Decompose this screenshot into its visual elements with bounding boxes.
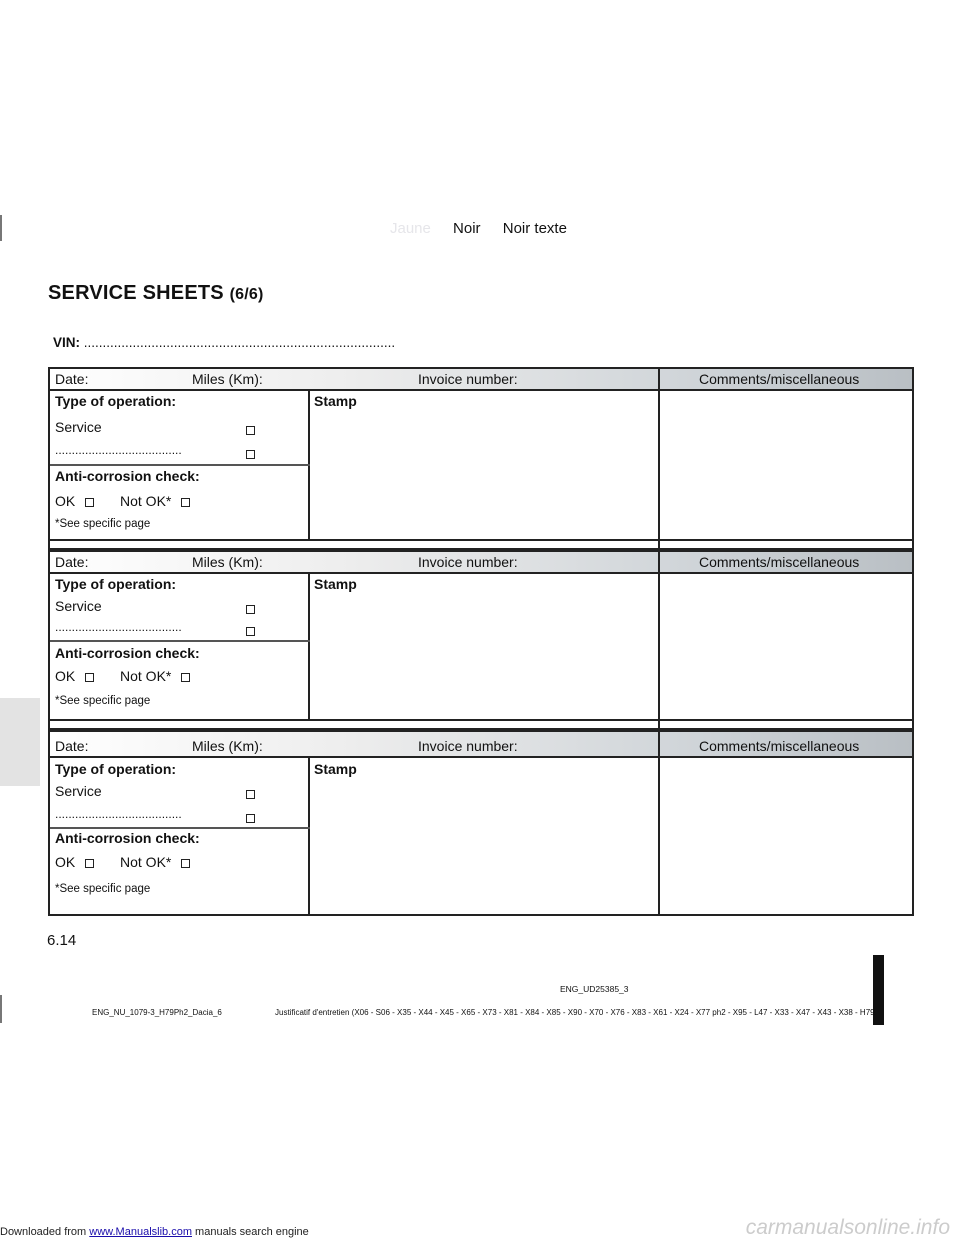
crop-mark-top bbox=[0, 215, 2, 241]
ok-checkbox[interactable] bbox=[85, 859, 94, 868]
not-ok-option bbox=[120, 668, 190, 684]
not-ok-option bbox=[120, 854, 190, 870]
download-banner bbox=[0, 1226, 309, 1238]
row-divider bbox=[50, 827, 310, 829]
other-operation-checkbox[interactable] bbox=[246, 445, 255, 461]
see-specific-page-note: *See specific page bbox=[55, 883, 151, 895]
ok-label: OK bbox=[55, 668, 76, 684]
anti-corrosion-label: Anti-corrosion check: bbox=[55, 468, 200, 484]
sheet-header bbox=[50, 369, 912, 391]
column-divider bbox=[308, 756, 310, 914]
other-operation-dots: ...................................... bbox=[55, 443, 182, 457]
page-title-suffix: (6/6) bbox=[229, 286, 264, 303]
invoice-label: Invoice number: bbox=[418, 371, 518, 387]
comments-label: Comments/miscellaneous bbox=[699, 371, 860, 387]
side-tab bbox=[0, 698, 40, 786]
footer-code: ENG_UD25385_3 bbox=[560, 984, 629, 994]
sheet-spacer bbox=[48, 541, 914, 550]
color-label-noir-texte: Noir texte bbox=[502, 220, 567, 237]
service-checkbox[interactable] bbox=[246, 600, 255, 616]
service-sheet-1 bbox=[48, 367, 914, 541]
manualslib-link[interactable]: www.Manualslib.com bbox=[89, 1226, 192, 1238]
not-ok-checkbox[interactable] bbox=[181, 673, 190, 682]
color-label-jaune: Jaune bbox=[390, 220, 431, 237]
not-ok-option bbox=[120, 493, 190, 509]
column-divider bbox=[308, 572, 310, 719]
watermark: carmanualsonline.info bbox=[745, 1216, 950, 1239]
service-label: Service bbox=[55, 419, 102, 435]
vin-line bbox=[53, 335, 395, 350]
sheet-header bbox=[50, 552, 912, 574]
page-title bbox=[48, 282, 264, 305]
not-ok-label: Not OK* bbox=[120, 493, 172, 509]
sheet-header bbox=[50, 732, 912, 758]
anti-corrosion-label: Anti-corrosion check: bbox=[55, 645, 200, 661]
ok-label: OK bbox=[55, 854, 76, 870]
service-checkbox[interactable] bbox=[246, 421, 255, 437]
miles-label: Miles (Km): bbox=[192, 371, 263, 387]
stamp-label: Stamp bbox=[314, 393, 357, 409]
other-operation-dots: ...................................... bbox=[55, 620, 182, 634]
ok-option bbox=[55, 668, 94, 684]
date-label: Date: bbox=[55, 371, 89, 387]
type-of-operation-label: Type of operation: bbox=[55, 393, 177, 409]
page-number: 6.14 bbox=[47, 932, 77, 949]
date-label: Date: bbox=[55, 738, 89, 754]
other-operation-checkbox[interactable] bbox=[246, 622, 255, 638]
page-title-text: SERVICE SHEETS bbox=[48, 282, 224, 304]
vin-label: VIN: bbox=[53, 335, 80, 350]
crop-mark-bottom bbox=[0, 995, 2, 1023]
anti-corrosion-label: Anti-corrosion check: bbox=[55, 830, 200, 846]
sheet-spacer bbox=[48, 721, 914, 730]
ok-checkbox[interactable] bbox=[85, 673, 94, 682]
service-label: Service bbox=[55, 598, 102, 614]
comments-label: Comments/miscellaneous bbox=[699, 738, 860, 754]
not-ok-checkbox[interactable] bbox=[181, 498, 190, 507]
not-ok-checkbox[interactable] bbox=[181, 859, 190, 868]
miles-label: Miles (Km): bbox=[192, 738, 263, 754]
stamp-label: Stamp bbox=[314, 576, 357, 592]
row-divider bbox=[50, 640, 310, 642]
column-divider bbox=[658, 552, 660, 719]
vin-dots: ................................................................................... bbox=[83, 335, 396, 350]
service-checkbox[interactable] bbox=[246, 785, 255, 801]
color-labels bbox=[390, 220, 585, 237]
date-label: Date: bbox=[55, 554, 89, 570]
column-divider bbox=[658, 369, 660, 539]
banner-prefix: Downloaded from bbox=[0, 1226, 87, 1238]
service-sheet-3 bbox=[48, 730, 914, 916]
invoice-label: Invoice number: bbox=[418, 738, 518, 754]
footer-right-ref: Justificatif d'entretien (X06 - S06 - X35 - X44 - X45 - X65 - X73 - X81 - X84 - X85 - X90 - X70 - X76 - X83 - X61 - X24 - X77 ph2 - X95 - L47 - X33 - X47 - X43 - X38 - H79 bbox=[275, 1008, 875, 1017]
invoice-label: Invoice number: bbox=[418, 554, 518, 570]
miles-label: Miles (Km): bbox=[192, 554, 263, 570]
ok-option bbox=[55, 854, 94, 870]
type-of-operation-label: Type of operation: bbox=[55, 761, 177, 777]
not-ok-label: Not OK* bbox=[120, 668, 172, 684]
ok-checkbox[interactable] bbox=[85, 498, 94, 507]
comments-label: Comments/miscellaneous bbox=[699, 554, 860, 570]
service-label: Service bbox=[55, 783, 102, 799]
stamp-label: Stamp bbox=[314, 761, 357, 777]
other-operation-checkbox[interactable] bbox=[246, 809, 255, 825]
ok-label: OK bbox=[55, 493, 76, 509]
row-divider bbox=[50, 464, 310, 466]
footer-left-ref: ENG_NU_1079-3_H79Ph2_Dacia_6 bbox=[92, 1008, 222, 1017]
not-ok-label: Not OK* bbox=[120, 854, 172, 870]
banner-suffix: manuals search engine bbox=[195, 1226, 309, 1238]
type-of-operation-label: Type of operation: bbox=[55, 576, 177, 592]
see-specific-page-note: *See specific page bbox=[55, 695, 151, 707]
color-label-noir: Noir bbox=[453, 220, 481, 237]
service-sheet-2 bbox=[48, 550, 914, 721]
see-specific-page-note: *See specific page bbox=[55, 518, 151, 530]
ok-option bbox=[55, 493, 94, 509]
other-operation-dots: ...................................... bbox=[55, 807, 182, 821]
column-divider bbox=[658, 732, 660, 914]
